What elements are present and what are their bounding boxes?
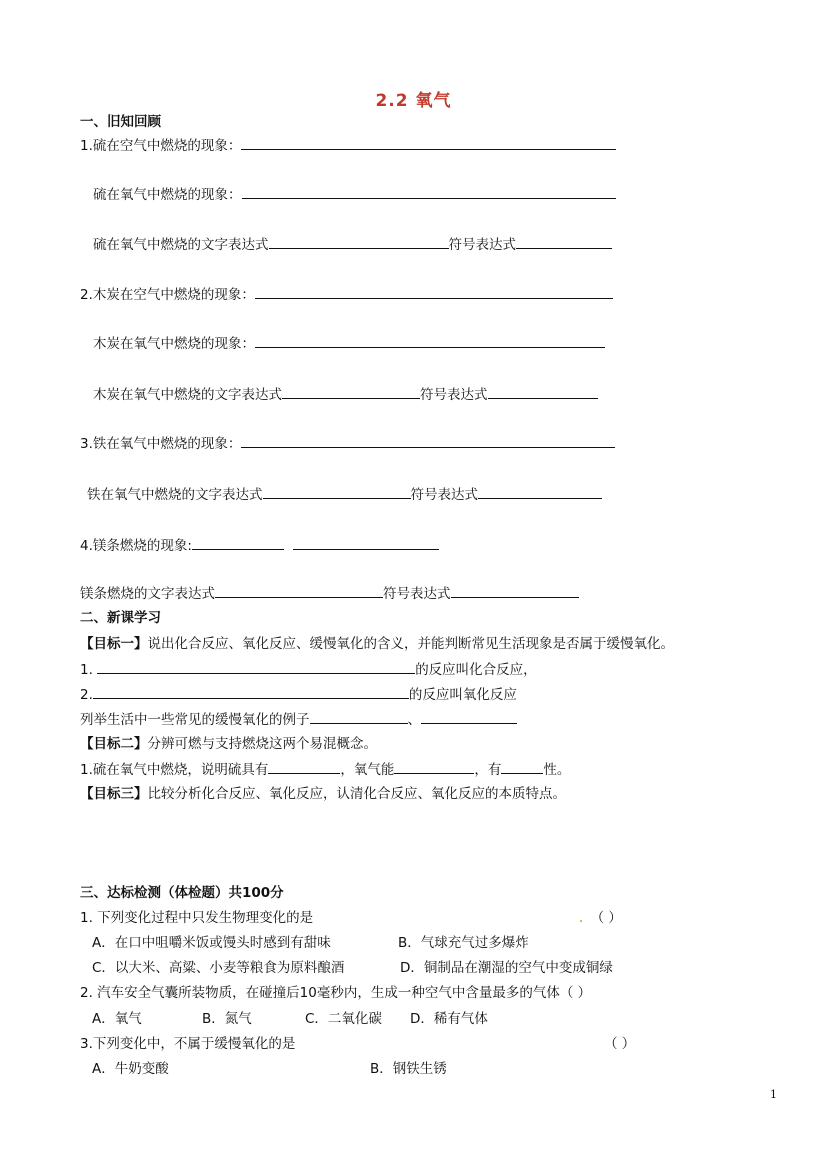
q1-air-label: 1.硫在空气中燃烧的现象： <box>80 138 242 154</box>
answer-blank[interactable] <box>242 185 616 199</box>
q4-phenomenon-line <box>80 536 439 555</box>
q3-oxygen-label: 3.铁在氧气中燃烧的现象： <box>80 436 242 452</box>
answer-blank[interactable] <box>97 660 415 674</box>
dot-mark <box>580 920 582 922</box>
oxidation-definition-tail: 的反应叫氧化反应 <box>408 687 517 703</box>
q2-option-d[interactable]: D．稀有气体 <box>410 1011 488 1027</box>
answer-blank[interactable] <box>93 685 409 699</box>
q1-oxygen-label: 硫在氧气中燃烧的现象： <box>93 187 242 203</box>
answer-blank[interactable] <box>192 536 284 550</box>
question-3-answer-paren[interactable]: （ ） <box>604 1036 636 1052</box>
q3-oxygen-line <box>80 434 615 453</box>
combination-definition-tail: 的反应叫化合反应， <box>415 662 537 678</box>
goal-1-tag: 【目标一】 <box>80 636 148 652</box>
question-2: 2. 汽车安全气囊所装物质，在碰撞后10毫秒内，生成一种空气中含量最多的气体（ ） <box>80 985 592 1001</box>
answer-blank[interactable] <box>269 235 449 249</box>
q3-symbol-expr-label: 符号表达式 <box>410 487 478 503</box>
q2-word-expr-label: 木炭在氧气中燃烧的文字表达式 <box>93 387 282 403</box>
slow-oxidation-prompt: 列举生活中一些常见的缓慢氧化的例子 <box>80 712 310 728</box>
answer-blank[interactable] <box>451 584 579 598</box>
item-number: 1. <box>80 662 93 678</box>
answer-blank[interactable] <box>255 334 605 348</box>
q2-oxygen-line <box>93 334 605 353</box>
q1-option-a[interactable]: A．在口中咀嚼米饭或馒头时感到有甜味 <box>92 935 331 951</box>
separator: 、 <box>407 712 421 728</box>
goal-2-tag: 【目标二】 <box>80 736 148 752</box>
q3-word-expr-label: 铁在氧气中燃烧的文字表达式 <box>87 487 263 503</box>
item-number: 2. <box>80 687 93 703</box>
question-1: 1. 下列变化过程中只发生物理变化的是 <box>80 910 314 926</box>
answer-blank[interactable] <box>488 385 598 399</box>
answer-blank[interactable] <box>501 760 543 774</box>
q1-option-d[interactable]: D．铜制品在潮湿的空气中变成铜绿 <box>400 960 613 976</box>
answer-blank[interactable] <box>255 285 613 299</box>
q3-option-b[interactable]: B．钢铁生锈 <box>370 1061 447 1077</box>
q2-oxygen-label: 木炭在氧气中燃烧的现象： <box>93 336 255 352</box>
answer-blank[interactable] <box>421 710 517 724</box>
answer-blank[interactable] <box>282 385 420 399</box>
q1-option-b[interactable]: B．气球充气过多爆炸 <box>398 935 529 951</box>
q4-expression-line <box>80 584 579 603</box>
q3-option-a[interactable]: A．牛奶变酸 <box>92 1061 169 1077</box>
q2-option-b[interactable]: B．氮气 <box>202 1011 252 1027</box>
property-text: ，有 <box>474 762 502 778</box>
answer-blank[interactable] <box>263 485 411 499</box>
answer-paren: （ ） <box>590 910 622 926</box>
property-suffix: 性。 <box>543 762 571 778</box>
answer-blank[interactable] <box>394 760 474 774</box>
oxygen-ability-text: ，氧气能 <box>340 762 395 778</box>
slow-oxidation-examples-line <box>80 710 517 729</box>
answer-blank[interactable] <box>293 536 439 550</box>
answer-blank[interactable] <box>241 434 615 448</box>
oxidation-definition-line <box>80 685 517 704</box>
answer-blank[interactable] <box>478 485 602 499</box>
goal-2-text: 分辨可燃与支持燃烧这两个易混概念。 <box>147 736 377 752</box>
sulfur-property-line <box>80 760 570 779</box>
q2-air-label: 2.木炭在空气中燃烧的现象： <box>80 287 255 303</box>
q2-option-a[interactable]: A．氧气 <box>92 1011 142 1027</box>
q3-expression-line <box>87 485 602 504</box>
goal-2-line <box>80 735 377 753</box>
q1-expression-line <box>93 235 612 254</box>
goal-1-line <box>80 635 674 653</box>
q1-air-line <box>80 136 616 155</box>
answer-blank[interactable] <box>516 235 612 249</box>
answer-blank[interactable] <box>268 760 340 774</box>
question-1-answer-paren[interactable] <box>580 909 622 927</box>
goal-3-line <box>80 785 566 803</box>
answer-blank[interactable] <box>215 584 383 598</box>
answer-blank[interactable] <box>241 136 616 150</box>
q2-symbol-expr-label: 符号表达式 <box>420 387 488 403</box>
page-title: 2.2 氧气 <box>375 91 452 111</box>
goal-3-tag: 【目标三】 <box>80 786 148 802</box>
section-3-heading: 三、达标检测（体检题）共100分 <box>80 885 284 901</box>
q1-option-c[interactable]: C．以大米、高粱、小麦等粮食为原料酿酒 <box>92 960 345 976</box>
goal-1-text: 说出化合反应、氧化反应、缓慢氧化的含义，并能判断常见生活现象是否属于缓慢氧化。 <box>147 636 674 652</box>
section-2-heading: 二、新课学习 <box>80 610 161 626</box>
answer-blank[interactable] <box>310 710 408 724</box>
page-number: 1 <box>770 1088 777 1101</box>
q4-phenomenon-label: 4.镁条燃烧的现象: <box>80 538 192 554</box>
q4-word-expr-label: 镁条燃烧的文字表达式 <box>80 586 215 602</box>
q1-oxygen-line <box>93 185 616 204</box>
q2-expression-line <box>93 385 598 404</box>
question-3: 3.下列变化中，不属于缓慢氧化的是 <box>80 1036 296 1052</box>
section-1-heading: 一、旧知回顾 <box>80 114 161 130</box>
q1-symbol-expr-label: 符号表达式 <box>448 237 516 253</box>
combination-definition-line <box>80 660 537 679</box>
sulfur-property-text: 1.硫在氧气中燃烧，说明硫具有 <box>80 762 269 778</box>
q4-symbol-expr-label: 符号表达式 <box>383 586 451 602</box>
q2-air-line <box>80 285 613 304</box>
q1-word-expr-label: 硫在氧气中燃烧的文字表达式 <box>93 237 269 253</box>
q2-option-c[interactable]: C．二氧化碳 <box>305 1011 382 1027</box>
goal-3-text: 比较分析化合反应、氧化反应，认清化合反应、氧化反应的本质特点。 <box>147 786 566 802</box>
